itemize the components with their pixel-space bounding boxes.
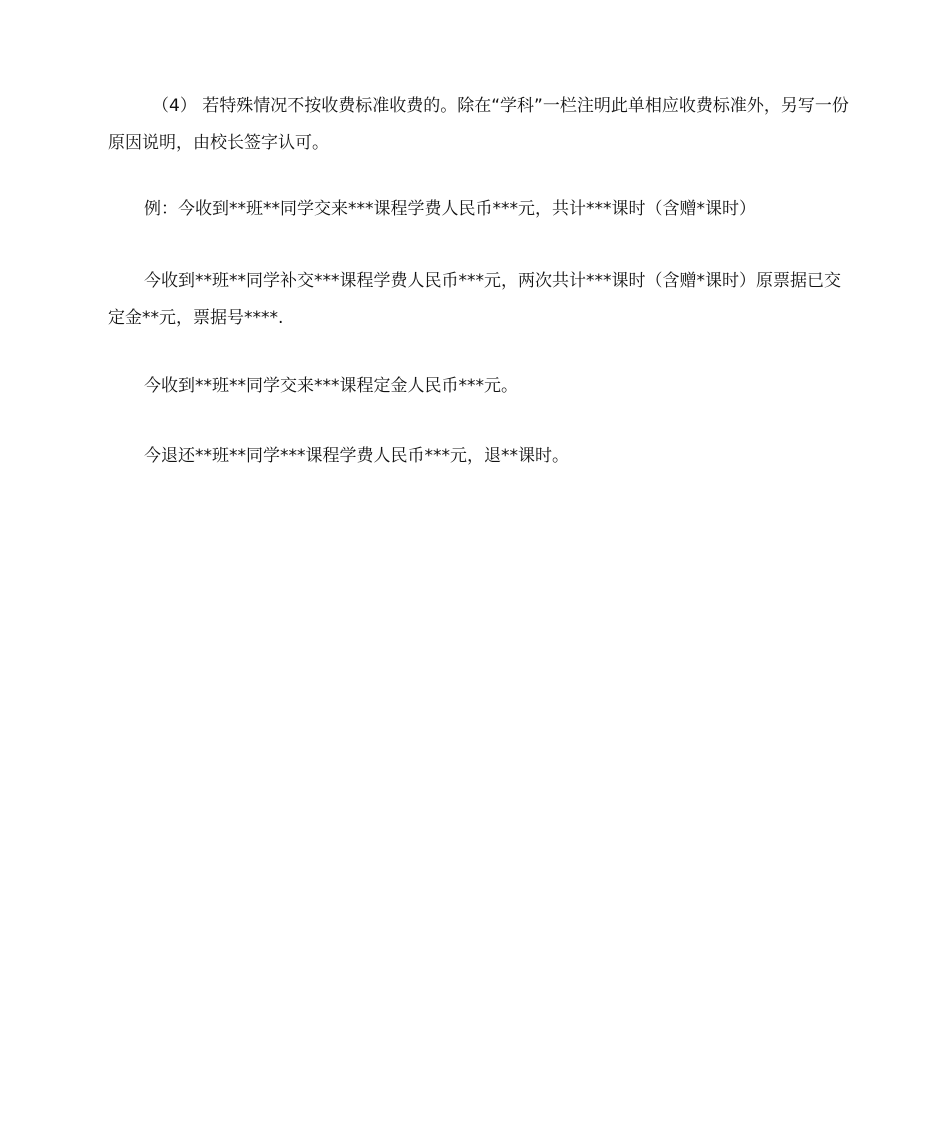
paragraph-example-tuition: 例：今收到**班**同学交来***课程学费人民币***元，共计***课时（含赠*课时） xyxy=(144,199,756,219)
paragraph-example-deposit: 今收到**班**同学交来***课程定金人民币***元。 xyxy=(144,376,518,396)
paragraph-example-supplement: 今收到**班**同学补交***课程学费人民币***元，两次共计***课时（含赠*课时）原票据已交定金**元，票据号****. xyxy=(108,271,841,328)
paragraph-special-fee-note: （4） 若特殊情况不按收费标准收费的。除在“学科”一栏注明此单相应收费标准外，另写一份原因说明，由校长签字认可。 xyxy=(108,96,849,153)
paragraph-example-refund: 今退还**班**同学***课程学费人民币***元，退**课时。 xyxy=(144,446,569,466)
